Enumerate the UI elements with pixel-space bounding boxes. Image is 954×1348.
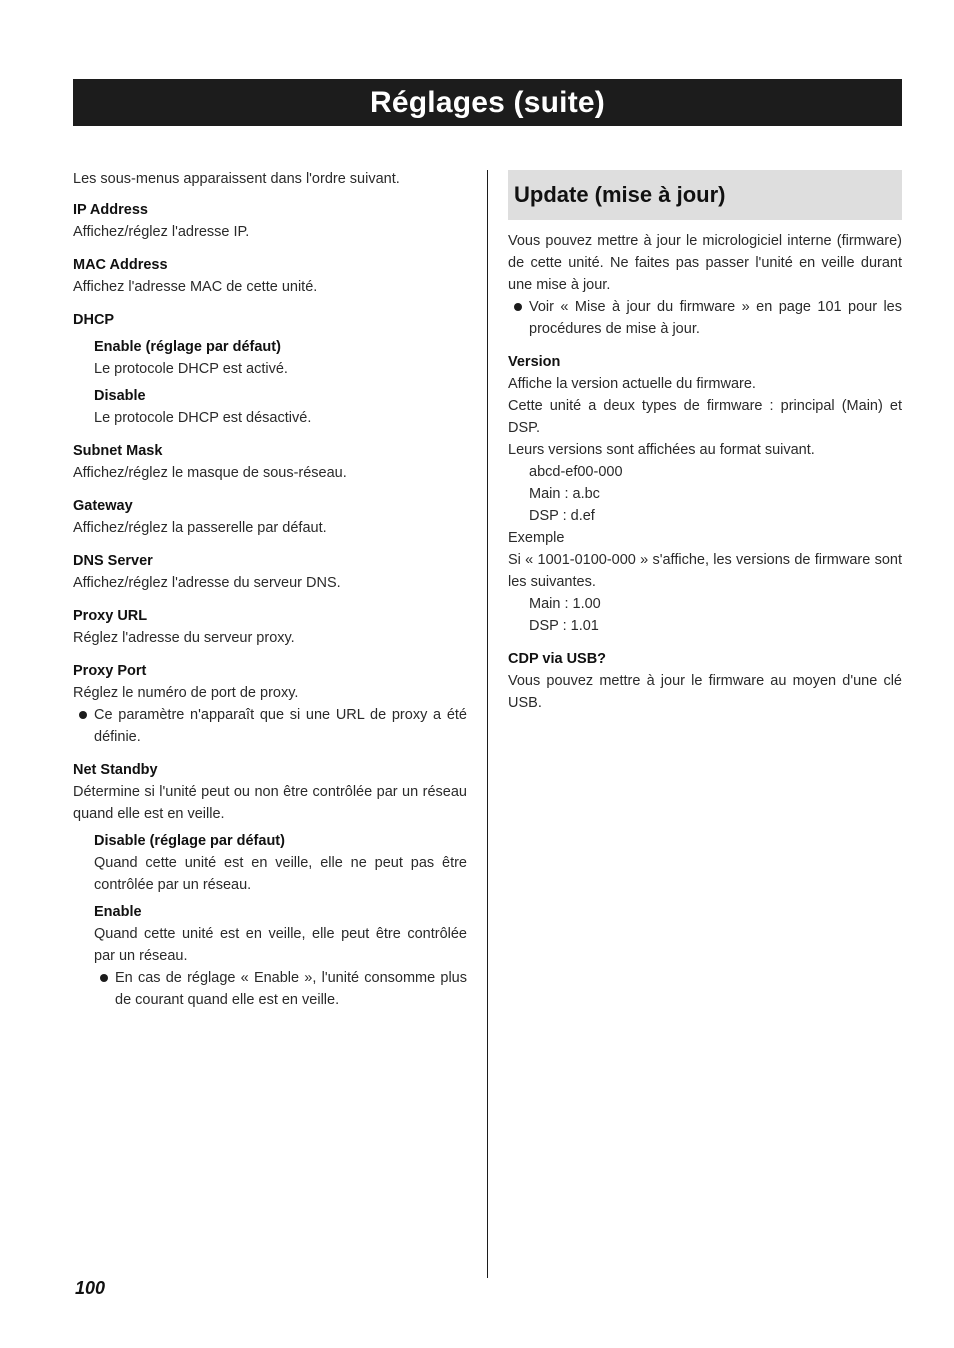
cdp-usb-item (508, 648, 902, 714)
subnet-mask-term: Subnet Mask (73, 443, 163, 459)
page-title: Réglages (suite) (370, 85, 605, 119)
dhcp-disable-option (73, 385, 467, 429)
dhcp-disable-def: Le protocole DHCP est désactivé. (94, 410, 312, 426)
net-standby-enable-def: Quand cette unité est en veille, elle peut être contrôlée par un réseau. (94, 926, 467, 964)
net-standby-enable-term: Enable (94, 904, 142, 920)
subnet-mask-item (73, 440, 467, 484)
page-number: 100 (75, 1278, 106, 1298)
dhcp-enable-term: Enable (réglage par défaut) (94, 339, 281, 355)
dns-server-term: DNS Server (73, 553, 153, 569)
update-intro-note (508, 296, 902, 340)
proxy-port-item (73, 660, 467, 748)
bullet-dot-icon (100, 974, 108, 982)
net-standby-enable-note-text: En cas de réglage « Enable », l'unité consomme plus de courant quand elle est en veille. (115, 970, 467, 1008)
intro-text: Les sous-menus apparaissent dans l'ordre suivant. (73, 171, 400, 187)
net-standby-def: Détermine si l'unité peut ou non être contrôlée par un réseau quand elle est en veille. (73, 784, 467, 822)
version-example-1: Main : 1.00 (529, 596, 601, 612)
mac-address-item (73, 254, 467, 298)
left-column (73, 168, 467, 1011)
net-standby-enable-note (94, 967, 467, 1011)
dhcp-enable-option (73, 336, 467, 380)
version-format-3: DSP : d.ef (529, 508, 595, 524)
ip-address-def: Affichez/réglez l'adresse IP. (73, 224, 250, 240)
proxy-port-term: Proxy Port (73, 663, 147, 679)
net-standby-disable-def: Quand cette unité est en veille, elle ne peut pas être contrôlée par un réseau. (94, 855, 467, 893)
version-item (508, 351, 902, 637)
dhcp-disable-term: Disable (94, 388, 146, 404)
net-standby-item (73, 759, 467, 1011)
bullet-dot-icon (79, 711, 87, 719)
version-example-2: DSP : 1.01 (529, 618, 599, 634)
column-divider (487, 170, 488, 1278)
dns-server-def: Affichez/réglez l'adresse du serveur DNS. (73, 575, 341, 591)
mac-address-term: MAC Address (73, 257, 168, 273)
page-title-bar (73, 79, 902, 126)
proxy-url-def: Réglez l'adresse du serveur proxy. (73, 630, 295, 646)
right-column (508, 168, 902, 714)
version-term: Version (508, 354, 561, 370)
version-line-3: Leurs versions sont affichées au format suivant. (508, 442, 815, 458)
update-section-title: Update (mise à jour) (514, 182, 726, 207)
net-standby-disable-option (73, 830, 467, 896)
version-format-1: abcd-ef00-000 (529, 464, 623, 480)
dhcp-term: DHCP (73, 312, 115, 328)
proxy-url-term: Proxy URL (73, 608, 148, 624)
net-standby-enable-option (73, 901, 467, 1011)
cdp-usb-def: Vous pouvez mettre à jour le firmware au moyen d'une clé USB. (508, 673, 902, 711)
bullet-dot-icon (514, 303, 522, 311)
proxy-port-note-text: Ce paramètre n'apparaît que si une URL de proxy a été définie. (94, 707, 467, 745)
version-line-1: Affiche la version actuelle du firmware. (508, 376, 756, 392)
mac-address-def: Affichez l'adresse MAC de cette unité. (73, 279, 318, 295)
update-intro-note-text: Voir « Mise à jour du firmware » en page 101 pour les procédures de mise à jour. (529, 299, 902, 337)
subnet-mask-def: Affichez/réglez le masque de sous-réseau. (73, 465, 347, 481)
version-example-text: Si « 1001-0100-000 » s'affiche, les versions de firmware sont les suivantes. (508, 552, 902, 590)
net-standby-disable-term: Disable (réglage par défaut) (94, 833, 285, 849)
dns-server-item (73, 550, 467, 594)
gateway-def: Affichez/réglez la passerelle par défaut. (73, 520, 327, 536)
version-line-2: Cette unité a deux types de firmware : principal (Main) et DSP. (508, 398, 902, 436)
proxy-url-item (73, 605, 467, 649)
net-standby-term: Net Standby (73, 762, 158, 778)
version-example-label: Exemple (508, 530, 565, 546)
ip-address-item (73, 199, 467, 243)
update-intro: Vous pouvez mettre à jour le micrologiciel interne (firmware) de cette unité. Ne faites pas passer l'unité en veille durant une mise à jour. (508, 233, 902, 293)
cdp-usb-term: CDP via USB? (508, 651, 607, 667)
version-format-2: Main : a.bc (529, 486, 600, 502)
ip-address-term: IP Address (73, 202, 148, 218)
update-section-header (508, 170, 902, 220)
gateway-item (73, 495, 467, 539)
proxy-port-note (73, 704, 467, 748)
proxy-port-def: Réglez le numéro de port de proxy. (73, 685, 299, 701)
gateway-term: Gateway (73, 498, 133, 514)
dhcp-item (73, 309, 467, 429)
dhcp-enable-def: Le protocole DHCP est activé. (94, 361, 288, 377)
